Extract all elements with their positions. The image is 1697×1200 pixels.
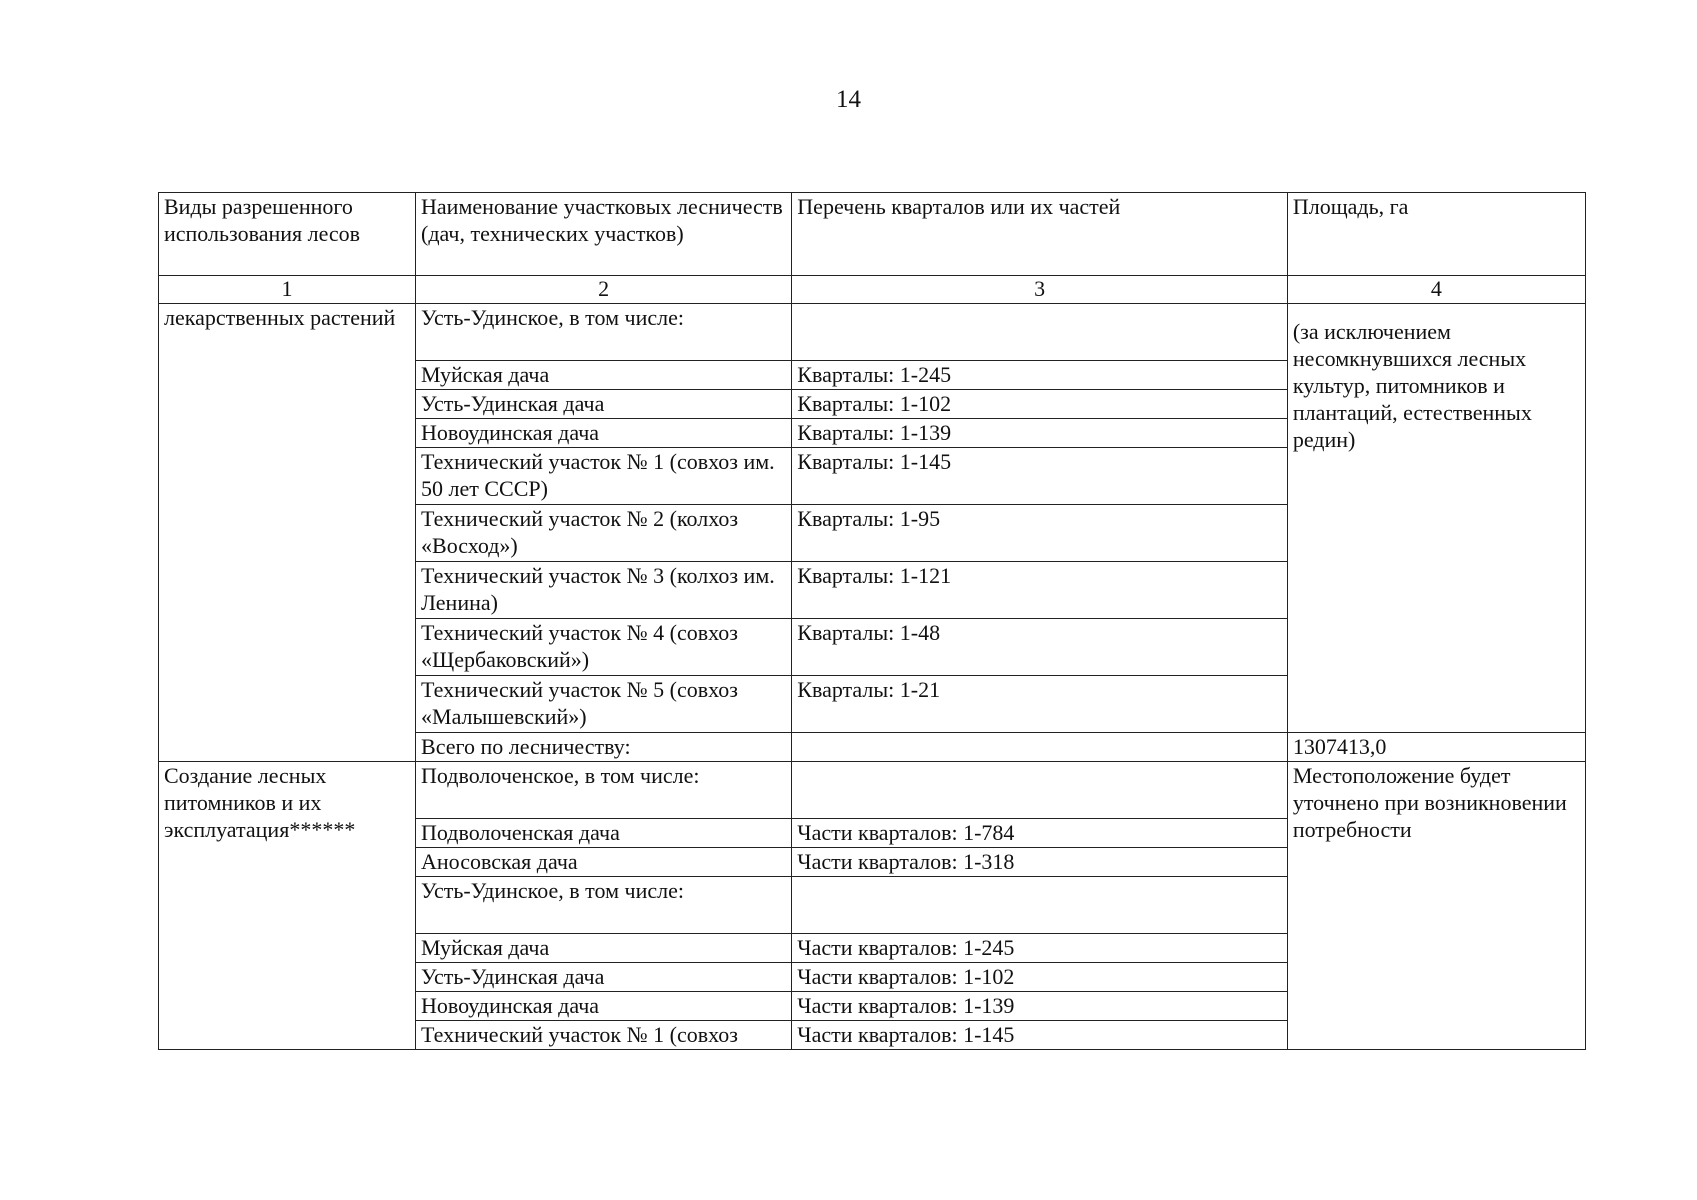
quarters-cell: Части кварталов: 1-145 <box>792 1021 1288 1050</box>
forestry-name-cell: Технический участок № 2 (колхоз «Восход») <box>416 505 792 562</box>
header-area: Площадь, га <box>1287 193 1585 276</box>
column-number: 1 <box>159 276 416 304</box>
forestry-name-cell: Усть-Удинская дача <box>416 390 792 419</box>
area-note-cell: Местоположение будет уточнено при возникновении потребности <box>1287 762 1585 1050</box>
area-note-cell: (за исключением несомкнувшихся лесных культур, питомников и плантаций, естественных редин) <box>1287 304 1585 733</box>
quarters-cell: Кварталы: 1-48 <box>792 619 1288 676</box>
column-number: 4 <box>1287 276 1585 304</box>
header-row <box>159 193 1586 276</box>
quarters-cell: Кварталы: 1-95 <box>792 505 1288 562</box>
forestry-name-cell: Технический участок № 1 (совхоз им. 50 лет СССР) <box>416 448 792 505</box>
quarters-cell: Кварталы: 1-21 <box>792 676 1288 733</box>
quarters-cell: Кварталы: 1-102 <box>792 390 1288 419</box>
forestry-name-cell: Муйская дача <box>416 934 792 963</box>
quarters-cell: Части кварталов: 1-245 <box>792 934 1288 963</box>
header-quarters: Перечень кварталов или их частей <box>792 193 1288 276</box>
forestry-name-cell: Технический участок № 4 (совхоз «Щербаковский») <box>416 619 792 676</box>
forestry-name-cell: Усть-Удинское, в том числе: <box>416 877 792 934</box>
forestry-name-cell: Новоудинская дача <box>416 419 792 448</box>
quarters-cell: Части кварталов: 1-102 <box>792 963 1288 992</box>
total-label: Всего по лесничеству: <box>416 733 792 762</box>
use-type-cell: лекарственных растений <box>159 304 416 762</box>
forestry-name-cell: Усть-Удинское, в том числе: <box>416 304 792 361</box>
table-row <box>159 304 1586 361</box>
quarters-cell: Части кварталов: 1-318 <box>792 848 1288 877</box>
forestry-name-cell: Муйская дача <box>416 361 792 390</box>
forestry-name-cell: Технический участок № 3 (колхоз им. Ленина) <box>416 562 792 619</box>
quarters-cell: Кварталы: 1-139 <box>792 419 1288 448</box>
table-row <box>159 762 1586 819</box>
forestry-name-cell: Подволоченское, в том числе: <box>416 762 792 819</box>
forestry-name-cell: Новоудинская дача <box>416 992 792 1021</box>
quarters-cell: Кварталы: 1-145 <box>792 448 1288 505</box>
quarters-cell: Кварталы: 1-245 <box>792 361 1288 390</box>
header-use-type: Виды разрешенного использования лесов <box>159 193 416 276</box>
forestry-name-cell: Аносовская дача <box>416 848 792 877</box>
total-area: 1307413,0 <box>1287 733 1585 762</box>
forestry-name-cell: Технический участок № 1 (совхоз <box>416 1021 792 1050</box>
quarters-cell <box>792 733 1288 762</box>
quarters-cell: Части кварталов: 1-784 <box>792 819 1288 848</box>
quarters-cell <box>792 877 1288 934</box>
page-number: 14 <box>836 86 861 113</box>
column-number: 3 <box>792 276 1288 304</box>
forestry-name-cell: Усть-Удинская дача <box>416 963 792 992</box>
column-number: 2 <box>416 276 792 304</box>
forestry-name-cell: Технический участок № 5 (совхоз «Малышевский») <box>416 676 792 733</box>
quarters-cell: Части кварталов: 1-139 <box>792 992 1288 1021</box>
column-number-row <box>159 276 1586 304</box>
forest-use-table <box>158 192 1586 1050</box>
header-forestry-name: Наименование участковых лесничеств (дач, технических участков) <box>416 193 792 276</box>
quarters-cell <box>792 762 1288 819</box>
quarters-cell <box>792 304 1288 361</box>
use-type-cell: Создание лесных питомников и их эксплуатация****** <box>159 762 416 1050</box>
forestry-name-cell: Подволоченская дача <box>416 819 792 848</box>
quarters-cell: Кварталы: 1-121 <box>792 562 1288 619</box>
